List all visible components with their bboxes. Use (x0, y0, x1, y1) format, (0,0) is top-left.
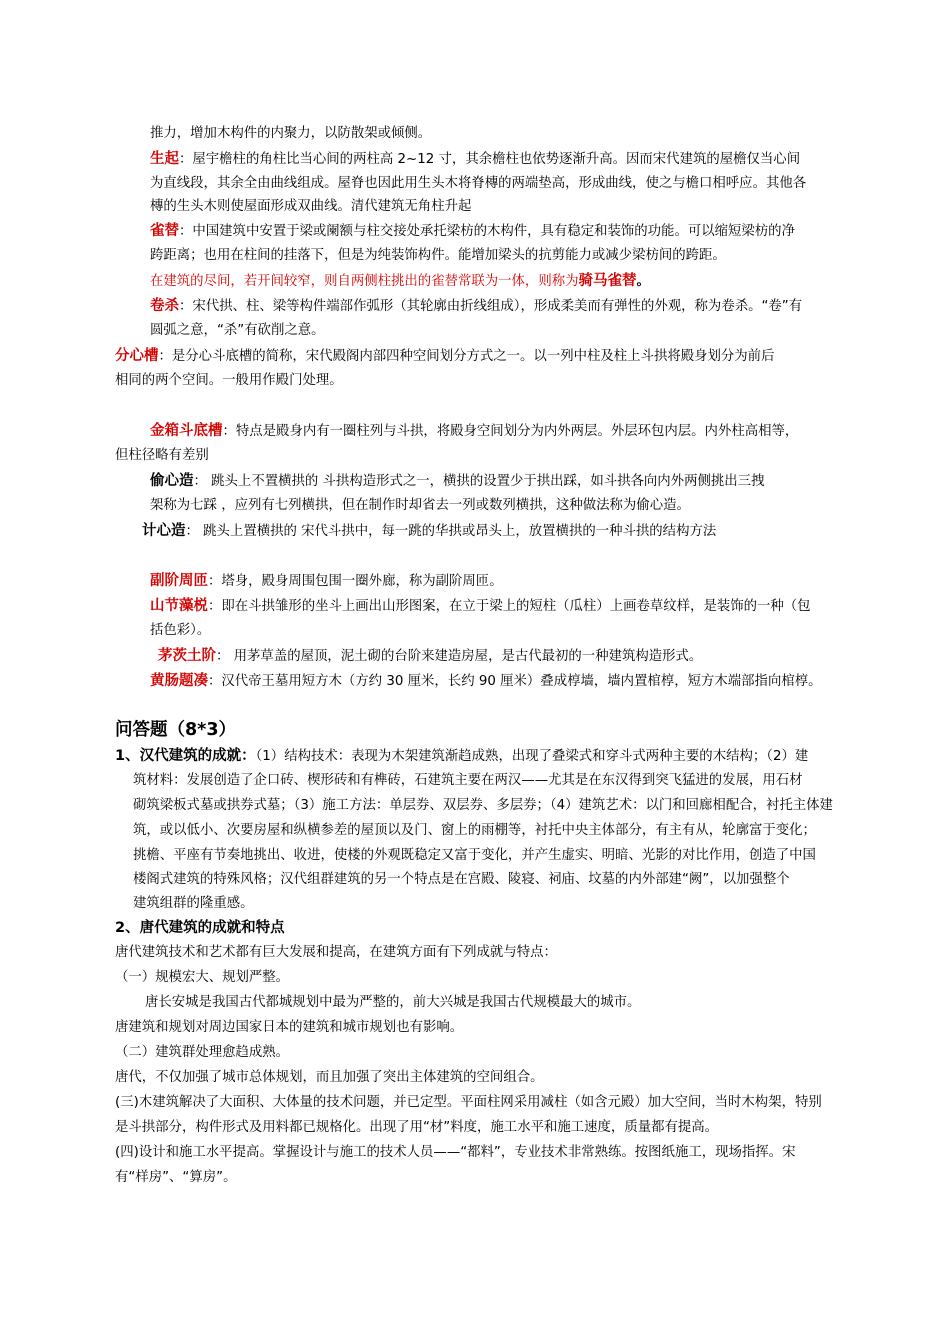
term-text: ： 跳头上不置横拱的 斗拱构造形式之一，横拱的设置少于拱出踩，如斗拱各向内外两侧挑出三拽 (193, 474, 765, 489)
term-title: 山节藻棁 (150, 598, 208, 614)
text-line: 筑，或以低小、次要房屋和纵横参差的屋顶以及门、窗上的雨棚等，衬托中央主体部分，有主有从，轮廓富于变化； (133, 823, 816, 838)
term-text: ：塔身，殿身周围包围一圈外廊，称为副阶周匝。 (208, 574, 503, 589)
text-line: 为直线段，其余全由曲线组成。屋脊也因此用生头木将脊槫的两端垫高，形成曲线，使之与檐口相呼应。其他各 (150, 176, 807, 191)
section-heading: 问答题（8*3） (115, 720, 237, 740)
term-touxin (150, 471, 764, 492)
term-qima (150, 271, 650, 292)
text-line: 括色彩）。 (150, 623, 211, 638)
term-title: 副阶周匝 (150, 573, 208, 589)
term-title: 茅茨土阶 (158, 648, 216, 664)
term-title: 骑马雀替 (578, 273, 637, 289)
term-fenxin (115, 346, 774, 367)
text-line: 相同的两个空间。一般用作殿门处理。 (115, 373, 343, 388)
term-text: ：中国建筑中安置于梁或阑额与柱交接处承托梁枋的木构件，具有稳定和装饰的功能。可以缩短梁枋的净 (179, 224, 795, 239)
question-text: （1）结构技术：表现为木架建筑渐趋成熟，出现了叠梁式和穿斗式两种主要的木结构；（2）建 (255, 749, 809, 764)
text-line: 挑檐、平座有节奏地挑出、收进，使楼的外观既稳定又富于变化，并产生虚实、明暗、光影的对比作用，创造了中国 (133, 848, 816, 863)
text-line: 架称为七踩 ，应列有七列横拱，但在制作时却省去一列或数列横拱，这种做法称为偷心造。 (150, 498, 690, 513)
text-line: 唐代建筑技术和艺术都有巨大发展和提高，在建筑方面有下列成就与特点： (115, 945, 557, 960)
term-text: ：是分心斗底槽的简称，宋代殿阁内部四种空间划分方式之一。以一列中柱及柱上斗拱将殿身划分为前后 (158, 349, 775, 364)
term-title: 金箱斗底槽 (150, 423, 223, 439)
term-end: 。 (636, 274, 650, 289)
term-shengqi (150, 149, 800, 170)
question-2-title: 2、唐代建筑的成就和特点 (115, 920, 285, 936)
text-line: 建筑组群的隆重感。 (133, 896, 254, 911)
text-line: 跨距离；也用在柱间的挂落下，但是为纯装饰构件。能增加梁头的抗剪能力或减少梁枋间的跨距。 (150, 248, 726, 263)
text-line: （二）建筑群处理愈趋成熟。 (115, 1045, 290, 1060)
term-title: 生起 (150, 151, 179, 167)
text-line: 但柱径略有差别 (115, 448, 209, 463)
term-queti (150, 221, 795, 242)
text-line: 有“样房”、“算房”。 (115, 1170, 237, 1185)
term-title: 分心槽 (115, 348, 159, 364)
term-text: ： 用茅草盖的屋顶，泥土砌的台阶来建造房屋，是古代最初的一种建筑构造形式。 (216, 649, 703, 664)
text-line: 唐建筑和规划对周边国家日本的建筑和城市规划也有影响。 (115, 1020, 464, 1035)
term-text: 在建筑的尽间，若开间较窄，则自两侧柱挑出的雀替常联为一体，则称为 (150, 274, 579, 289)
term-title: 黄肠题凑 (150, 673, 208, 689)
term-text: ： 跳头上置横拱的 宋代斗拱中，每一跳的华拱或昂头上，放置横拱的一种斗拱的结构方法 (185, 524, 717, 539)
text-line: 唐代，不仅加强了城市总体规划，而且加强了突出主体建筑的空间组合。 (115, 1070, 544, 1085)
term-text: ：即在斗拱雏形的坐斗上画出山形图案，在立于梁上的短柱（瓜柱）上画卷草纹样，是装饰的一种（包 (208, 599, 811, 614)
term-text: ：屋宇檐柱的角柱比当心间的两柱高 2~12 寸，其余檐柱也依势逐渐升高。因而宋代建筑的屋檐仅当心间 (179, 152, 801, 167)
term-maoci (158, 646, 702, 667)
term-title: 雀替 (150, 223, 179, 239)
text-line: 槫的生头木则使屋面形成双曲线。清代建筑无角柱升起 (150, 199, 472, 214)
text-line: 推力，增加木构件的内聚力，以防散架或倾侧。 (150, 126, 432, 141)
text-line: 楼阁式建筑的特殊风格；汉代组群建筑的另一个特点是在宫殿、陵寝、祠庙、坟墓的内外部建“阙”，以加强整个 (133, 872, 790, 887)
term-text: ：特点是殿身内有一圈柱列与斗拱，将殿身空间划分为内外两层。外层环包内层。内外柱高相等， (222, 424, 799, 439)
text-line: 是斗拱部分，构件形式及用料都已规格化。出现了用“材”料度，施工水平和施工速度，质量都有提高。 (115, 1120, 719, 1135)
text-line: 砌筑梁板式墓或拱券式墓；（3）施工方法：单层券、双层券、多层券；（4）建筑艺术：以门和回廊相配合，衬托主体建 (133, 798, 833, 813)
term-text: ：宋代拱、柱、梁等构件端部作弧形（其轮廓由折线组成），形成柔美而有弹性的外观，称为卷杀。“卷”有 (179, 299, 803, 314)
text-line: 圆弧之意，“杀”有砍削之意。 (150, 323, 325, 338)
term-jixin (142, 521, 716, 542)
text-line: (四)设计和施工水平提高。掌握设计与施工的技术人员——“都料”，专业技术非常熟练。按图纸施工，现场指挥。宋 (115, 1145, 796, 1160)
term-juansha (150, 296, 802, 317)
term-title: 计心造 (142, 523, 186, 539)
text-line: （一）规模宏大、规划严整。 (115, 970, 290, 985)
term-shanjie (150, 596, 811, 617)
question-1 (115, 746, 808, 767)
term-huangchang (150, 671, 822, 692)
term-jinxiang (150, 421, 798, 442)
text-line: 筑材料：发展创造了企口砖、楔形砖和有榫砖，石建筑主要在两汉——尤其是在东汉得到突飞猛进的发展，用石材 (133, 773, 803, 788)
term-title: 卷杀 (150, 298, 179, 314)
text-line: (三)木建筑解决了大面积、大体量的技术问题，并已定型。平面柱网采用减柱（如含元殿）加大空间，当时木构架，特别 (115, 1095, 822, 1110)
term-fujie (150, 571, 503, 592)
question-title: 1、汉代建筑的成就： (115, 748, 256, 764)
text-line: 唐长安城是我国古代都城规划中最为严整的，前大兴城是我国古代规模最大的城市。 (145, 995, 641, 1010)
term-title: 偷心造 (150, 473, 194, 489)
term-text: ：汉代帝王墓用短方木（方约 30 厘米，长约 90 厘米）叠成椁墙，墙内置棺椁，短方木端部指向棺椁。 (208, 674, 822, 689)
